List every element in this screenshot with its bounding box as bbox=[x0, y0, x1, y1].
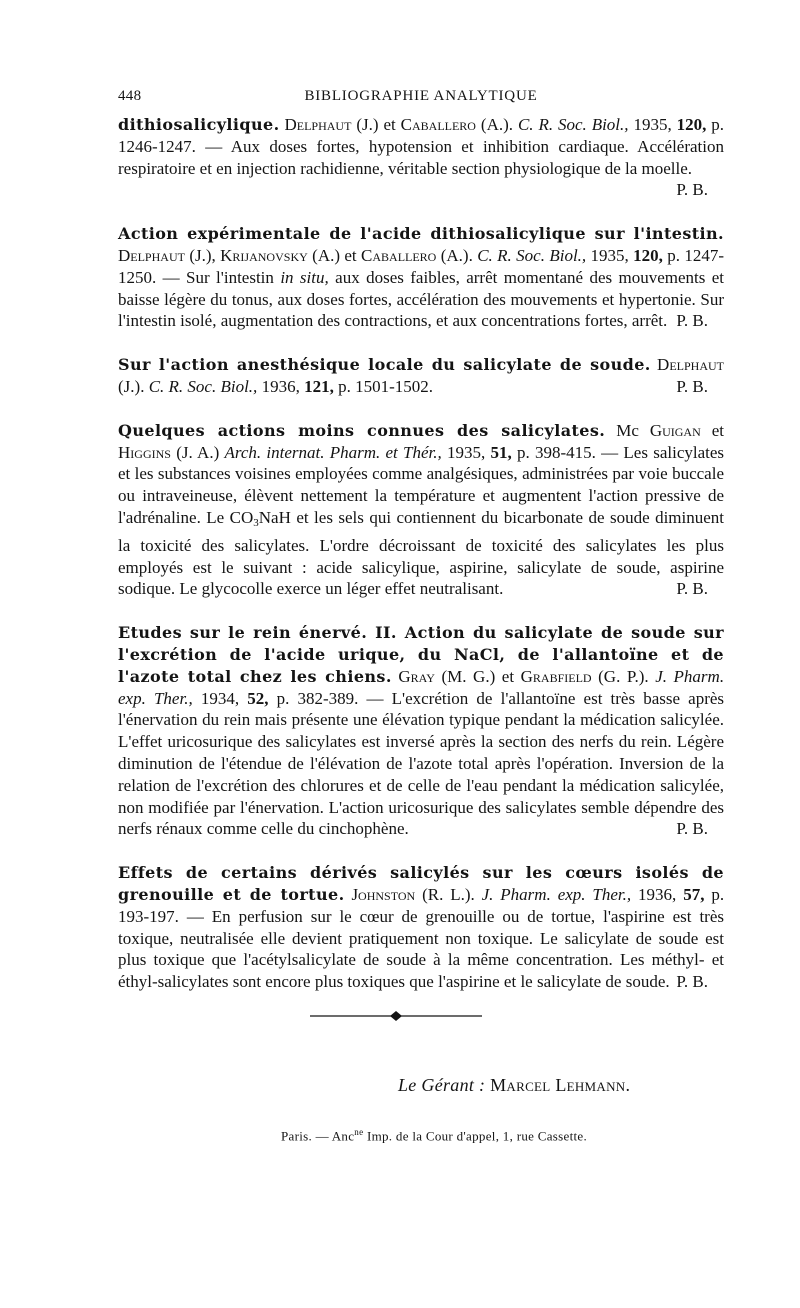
bibliography-entry bbox=[118, 622, 724, 840]
author-name: Delphaut bbox=[657, 355, 724, 375]
year: 1936, bbox=[638, 884, 677, 904]
journal-name: J. Pharm. exp. Ther., bbox=[118, 666, 725, 708]
abstract-text: — En perfusion sur le cœur de grenouille ou de tortue, l'aspirine est très toxique, neutralisée elle devient pratiquement non toxique. Le salicylate de soude est plus toxique que l'acétylsalicylate de soude à la même concentration. Les méthyl- et éthyl-salicylates sont encore plus toxiques que l'aspirine et le salicylate de soude. bbox=[118, 906, 724, 992]
author-name: Johnston bbox=[351, 884, 416, 904]
author-initials: (J. A.) bbox=[176, 442, 220, 462]
signature: P. B. bbox=[676, 180, 708, 200]
author-initials: (R. L.). bbox=[422, 884, 475, 904]
abstract-text: — L'excrétion de l'allantoïne est très basse après l'énervation du rein mais présente une élévation typique pendant la médication salicylée. L'effet uricosurique des salicylates est inversé après la section des nerfs du rein. Légère diminution de l'étendue de l'élévation de l'azote total après l'opération. Inversion de la relation de l'excrétion des chlorures et de celle de l'eau pendant la médication salicylée, non modifiée par l'énervation. L'action uricosurique des salicylates semble dépendre des nerfs rénaux comme celle du cinchophène. bbox=[118, 688, 725, 839]
pages: p. 1247-1250. bbox=[118, 245, 725, 287]
author-initials: et bbox=[711, 420, 724, 440]
author-initials: (J.) et bbox=[356, 115, 396, 134]
entry-title: Etudes sur le rein énervé. II. Action du salicylate de soude sur l'excrétion de l'acide urique, du NaCl, de l'allantoïne et de l'azote total chez les chiens. bbox=[118, 623, 724, 686]
entry-title: Quelques actions moins connues des salicylates. bbox=[118, 420, 606, 440]
bibliography-entry bbox=[118, 223, 724, 332]
signature: P. B. bbox=[676, 579, 708, 599]
imprint-anc-sup: ne bbox=[354, 1127, 364, 1137]
author-initials: (A.) et bbox=[312, 245, 357, 265]
manager-name: Marcel Lehmann. bbox=[490, 1075, 631, 1095]
entry-title: dithiosalicylique. bbox=[118, 115, 280, 134]
printer-imprint bbox=[0, 1127, 800, 1144]
abstract-text: — Aux doses fortes, hypotension et inhibition cardiaque. Accélération respiratoire et en injection rachidienne, véritable section physiologique de la moelle. bbox=[118, 136, 725, 178]
journal-name: C. R. Soc. Biol., bbox=[517, 115, 629, 134]
author-initials: (A.). bbox=[440, 245, 473, 265]
journal-name: C. R. Soc. Biol., bbox=[477, 245, 587, 265]
entry-title: Effets de certains dérivés salicylés sur les cœurs isolés de grenouille et de tortue. bbox=[118, 863, 724, 904]
entry-title: Sur l'action anesthésique locale du salicylate de soude. bbox=[118, 355, 651, 375]
signature: P. B. bbox=[676, 819, 708, 839]
year: 1934, bbox=[200, 688, 240, 708]
volume: 57, bbox=[683, 884, 705, 904]
author-name: Higgins bbox=[118, 442, 171, 462]
author-name: Caballero bbox=[400, 115, 476, 134]
page-number: 448 bbox=[118, 88, 142, 104]
author-prefix: Mc bbox=[616, 420, 639, 440]
imprint-city: Paris. — bbox=[280, 1128, 329, 1144]
journal-name: C. R. Soc. Biol., bbox=[148, 376, 258, 396]
volume: 52, bbox=[247, 688, 269, 708]
page bbox=[118, 88, 724, 1015]
pages: p. 193-197. bbox=[118, 884, 725, 926]
pages: p. 382-389. bbox=[276, 688, 359, 708]
page-header bbox=[118, 88, 724, 114]
bibliography-entry bbox=[118, 862, 724, 993]
year: 1935, bbox=[590, 245, 629, 265]
author-name: Krijanovsky bbox=[220, 245, 308, 265]
abstract-text: aux doses faibles, arrêt momentané des mouvements et baisse légère du tonus, aux doses fortes, accélération des mouvements et hypertonie. Sur l'intestin isolé, augmentation des contractions, et aux concentrations fortes, arrêt. bbox=[118, 267, 725, 331]
journal-name: J. Pharm. exp. Ther., bbox=[481, 884, 632, 904]
author-name: Grabfield bbox=[520, 666, 592, 686]
pages: p. 398-415. bbox=[517, 442, 596, 462]
author-name: Caballero bbox=[361, 245, 437, 265]
year: 1935, bbox=[447, 442, 486, 462]
year: 1935, bbox=[633, 115, 672, 134]
author-initials: (J.). bbox=[118, 376, 145, 396]
author-initials: (M. G.) et bbox=[441, 666, 515, 686]
abstract-text: NaH et les sels qui contiennent du bicarbonate de soude diminuent la toxicité des salicylates. L'ordre décroissant de toxicité des salicylates les plus employés est le suivant : acide salicylique, aspirine, salicylate de soude, aspirine sodique. Le glycocolle exerce un léger effet neutralisant. bbox=[118, 507, 725, 599]
abstract-italic: in situ, bbox=[280, 267, 329, 287]
manager-label: Le Gérant : bbox=[398, 1075, 486, 1095]
author-initials: (G. P.). bbox=[598, 666, 649, 686]
journal-name: Arch. internat. Pharm. et Thér., bbox=[224, 442, 442, 462]
ornament-divider bbox=[310, 1010, 482, 1022]
signature: P. B. bbox=[676, 972, 708, 992]
volume: 120, bbox=[633, 245, 663, 265]
managing-editor-line bbox=[398, 1075, 630, 1096]
author-initials: (A.). bbox=[480, 115, 514, 134]
author-name: Guigan bbox=[649, 420, 701, 440]
subscript: 3 bbox=[253, 516, 259, 529]
pages: p. 1501-1502. bbox=[338, 376, 433, 396]
abstract-text: — Les salicylates et les substances voisines employées comme analgésiques, administrées par voie buccale ou intraveineuse, élèvent nettement la température et augmentent l'action pressive de l'adrénaline. Le CO bbox=[118, 442, 725, 527]
pages: p. 1246-1247. bbox=[118, 115, 725, 156]
signature: P. B. bbox=[676, 376, 708, 396]
imprint-text: Imp. de la Cour d'appel, 1, rue Cassette. bbox=[366, 1128, 588, 1144]
imprint-anc: Anc bbox=[331, 1128, 355, 1144]
author-name: Gray bbox=[398, 666, 435, 686]
volume: 51, bbox=[490, 442, 512, 462]
abstract-text: — Sur l'intestin bbox=[162, 267, 274, 287]
entry-title: Action expérimentale de l'acide dithiosalicylique sur l'intestin. bbox=[118, 224, 724, 244]
bibliography-entry bbox=[118, 114, 724, 201]
signature: P. B. bbox=[676, 311, 708, 331]
volume: 120, bbox=[676, 115, 707, 134]
author-name: Delphaut bbox=[284, 115, 352, 134]
author-initials: (J.), bbox=[189, 245, 216, 265]
year: 1936, bbox=[261, 376, 300, 396]
volume: 121, bbox=[304, 376, 334, 396]
running-title: BIBLIOGRAPHIE ANALYTIQUE bbox=[304, 88, 538, 104]
bibliography-entry bbox=[118, 420, 724, 600]
bibliography-entry bbox=[118, 354, 724, 398]
author-name: Delphaut bbox=[118, 245, 185, 265]
